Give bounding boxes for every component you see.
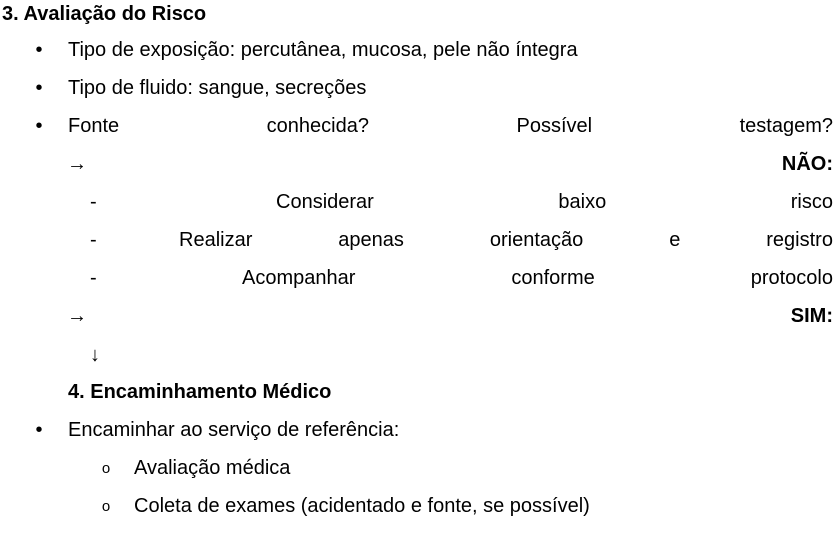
word: registro [766,229,833,251]
word: Realizar [179,229,253,251]
word: Acompanhar [242,267,356,289]
word: orientação [489,229,584,251]
word: testagem? [739,115,833,137]
word: protocolo [750,267,833,289]
sub-item-medical-evaluation: Avaliação médica [134,457,291,479]
word: e [669,229,681,251]
branch-no-label: NÃO: [781,153,833,175]
no-item-consider-low-risk [276,188,833,216]
word: conhecida? [266,115,369,137]
dash-icon: - [90,191,97,213]
bullet-icon: • [35,39,43,61]
sub-item-exam-collection: Coleta de exames (acidentado e fonte, se possível) [134,495,590,517]
word: Considerar [276,191,374,213]
word: Fonte [68,115,120,137]
word: apenas [338,229,404,251]
down-arrow-icon: ↓ [90,344,100,366]
sub-bullet-icon: o [101,498,111,515]
no-item-follow-protocol [242,264,833,292]
bullet-icon: • [35,115,43,137]
word: baixo [558,191,607,213]
sub-bullet-icon: o [101,460,111,477]
dash-icon: - [90,229,97,251]
word: conforme [511,267,595,289]
list-item-refer-service: Encaminhar ao serviço de referência: [68,419,400,441]
bullet-icon: • [35,419,43,441]
word: risco [790,191,833,213]
branch-yes-label: SIM: [790,305,833,327]
bullet-icon: • [35,77,43,99]
branch-no-row [67,150,833,178]
branch-yes-row [67,302,833,330]
right-arrow-icon: → [67,153,87,175]
right-arrow-icon: → [67,305,87,327]
word: Possível [516,115,593,137]
list-item-source-known [68,112,833,140]
section-3-heading: 3. Avaliação do Risco [2,3,207,25]
list-item-exposure-type: Tipo de exposição: percutânea, mucosa, pele não íntegra [68,39,578,61]
dash-icon: - [90,267,97,289]
section-4-heading: 4. Encaminhamento Médico [68,381,332,403]
no-item-guidance-record [179,226,833,254]
list-item-fluid-type: Tipo de fluido: sangue, secreções [68,77,367,99]
